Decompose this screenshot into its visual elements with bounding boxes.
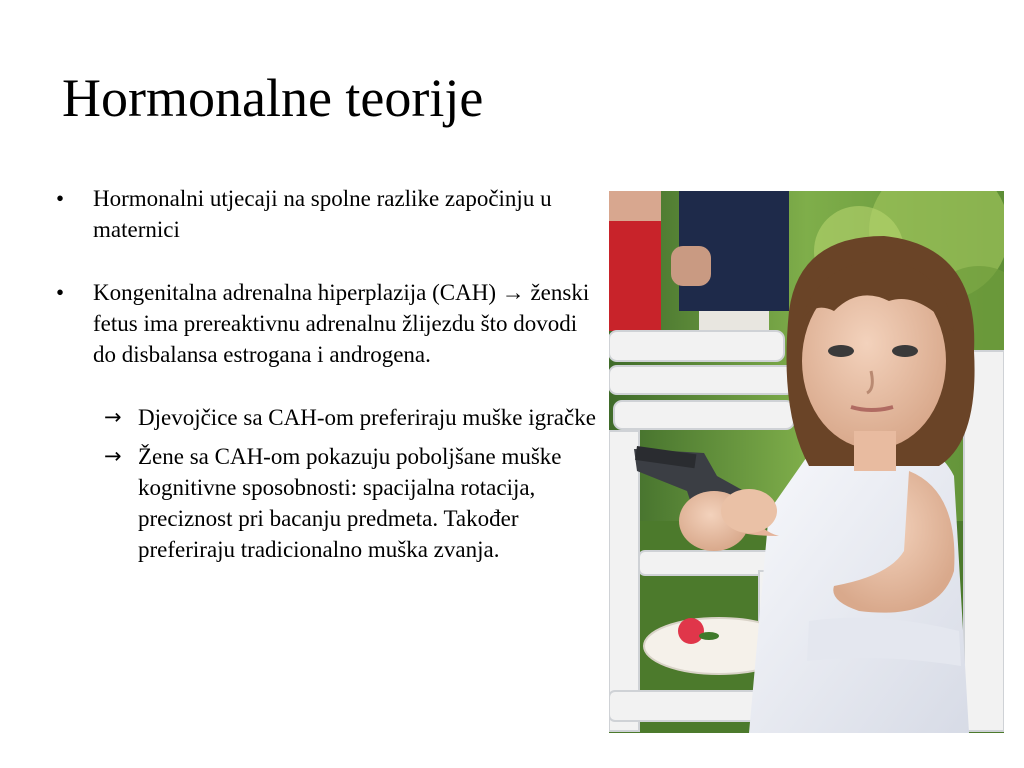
slide-photo: [609, 191, 1004, 733]
bullet-text: Hormonalni utjecaji na spolne razlike započinju u maternici: [93, 186, 552, 242]
slide-content: [52, 183, 602, 573]
bullet-marker: •: [56, 186, 65, 211]
sub-bullet-item-1: [52, 402, 602, 433]
bullet-marker: •: [56, 280, 65, 305]
arrow-icon: →: [104, 405, 122, 429]
eye-right: [892, 345, 918, 357]
eye-left: [828, 345, 854, 357]
photo-illustration: [609, 191, 1004, 733]
rose: [678, 618, 704, 644]
bullet-item-2: [52, 277, 602, 370]
sub-bullet-text: Djevojčice sa CAH-om preferiraju muške igračke: [138, 405, 596, 430]
sub-bullet-text: Žene sa CAH-om pokazuju poboljšane muške kognitivne sposobnosti: spacijalna rotacija, preciznost pri bacanju predmeta. Također preferiraju tradicionalno muška zvanja.: [138, 444, 562, 562]
bullet-item-1: [52, 183, 602, 245]
bullet-text: Kongenitalna adrenalna hiperplazija (CAH) → ženski fetus ima prereaktivnu adrenalnu žlijezdu što dovodi do disbalansa estrogana i androgena.: [93, 280, 590, 367]
slide-title: Hormonalne teorije: [62, 68, 484, 128]
arrow-icon: →: [104, 444, 122, 468]
sub-bullet-item-2: [52, 441, 602, 565]
